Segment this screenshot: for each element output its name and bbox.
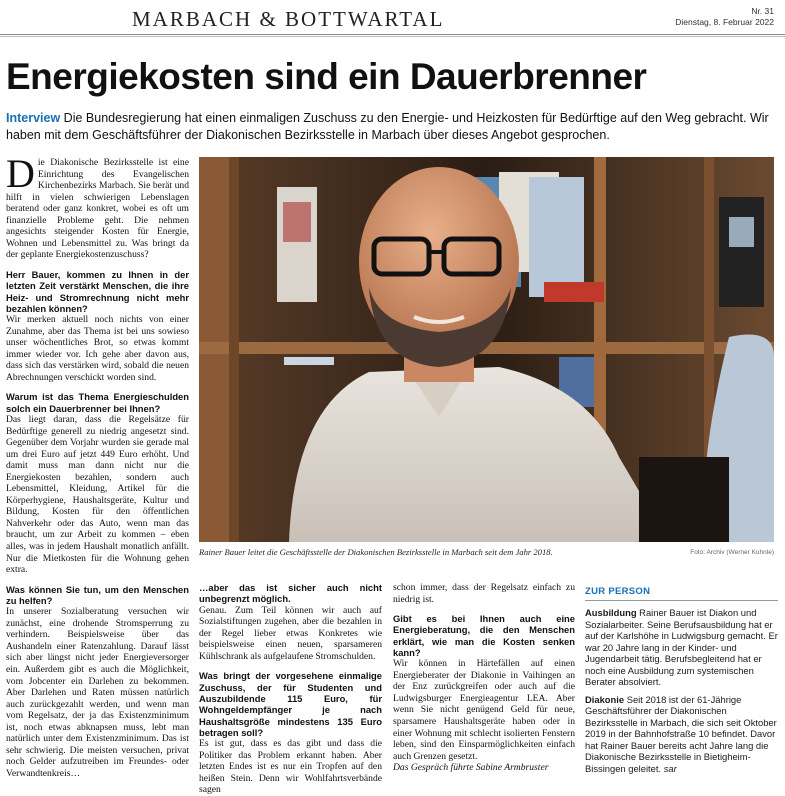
profile-box-title: ZUR PERSON xyxy=(585,586,778,601)
profile-item: Ausbildung Rainer Bauer ist Diakon und Sozialarbeiter. Seine Berufsausbildung hat er auf der Karlshöhe in Ludwigsburg gemacht. Er war 20 Jahre lang in der Kinder- und Jugendarbeit tätig. Berufsbegleitend hat er noch eine Ausbildung zum systemischen Berater absolviert. xyxy=(585,607,778,687)
portrait-image xyxy=(199,157,774,542)
answer: Wir können in Härtefällen auf einen Energieberater der Diakonie in Vaihingen an der Enz zurückgreifen oder auch auf die Ludwigsburger Energieagentur LEA. Aber wenn Sie nicht genügend Geld für neue, sparsamere Haushaltsgeräte haben oder in einer Wohnung mit schlecht isolierten Fenstern leben, sind den Einsparmöglichkeiten einfach auch Grenzen gesetzt. xyxy=(393,658,575,762)
answer: In unserer Sozialberatung versuchen wir zunächst, eine drohende Stromsperrung zu verhindern. Beispielsweise über das Aushandeln einer Ratenzahlung. Darauf lässt sich aber längst nicht jeder Energieversorger ein. Außerdem gibt es auch die Möglichkeit, vom Jobcenter ein Darlehen zu bekommen. Aber Darlehen und Raten müssen natürlich auch zurückgezahlt werden, und wenn man vom Regelsatz, der ja das Existenzminimum ist, noch etwas abknapsen muss, lebt man natürlich unter dem Existenzminimum. Das ist sehr schwierig. Die meisten versuchen, privat noch Gelder aufzutreiben im Freundes- oder Verwandtenkreis… xyxy=(6,606,189,779)
photo-credit: Foto: Archiv (Werner Kuhnle) xyxy=(690,549,774,556)
answer-continued: schon immer, dass der Regelsatz einfach zu niedrig ist. xyxy=(393,582,575,605)
profile-label: Ausbildung xyxy=(585,607,637,618)
question: Was bringt der vorgesehene einmalige Zuschuss, der für Studenten und Auszubildende 115 Euro, für Wohngeldempfänger je nach Haushaltsgröße mindestens 135 Euro betragen soll? xyxy=(199,670,382,738)
question: Gibt es bei Ihnen auch eine Energieberatung, die den Menschen erklärt, wie man die Kosten senken kann? xyxy=(393,613,575,658)
lead-text: Die Bundesregierung hat einen einmaligen Zuschuss zu den Energie- und Heizkosten für Bedürftige auf den Weg gebracht. Wir haben mit dem Geschäftsführer der Diakonischen Bezirksstelle in Marbach über dieses Angebot gesprochen. xyxy=(6,111,769,142)
profile-label: Diakonie xyxy=(585,693,625,705)
article-column-2 xyxy=(199,582,382,796)
question: Herr Bauer, kommen zu Ihnen in der letzten Zeit verstärkt Menschen, die ihre Heiz- und Stromrechnung nicht mehr bezahlen können? xyxy=(6,268,189,314)
question: …aber das ist sicher auch nicht unbegrenzt möglich. xyxy=(199,582,382,605)
masthead-rule-thin xyxy=(0,36,785,37)
headline: Energiekosten sind ein Dauerbrenner xyxy=(6,56,647,97)
profile-box xyxy=(585,586,778,774)
drop-cap: D xyxy=(6,151,35,196)
author-tag: sar xyxy=(663,762,677,774)
issue-date: Dienstag, 8. Februar 2022 xyxy=(675,17,774,27)
article-lead xyxy=(6,110,776,144)
answer: Genau. Zum Teil können wir auch auf Sozialstiftungen zugehen, aber die bezahlen in der Regel lieber etwas Konkretes wie beispielsweise einen neuen, sparsameren Kühlschrank als aufgelaufene Stromschulden. xyxy=(199,604,382,662)
masthead-rule xyxy=(0,34,785,35)
article-column-1 xyxy=(6,151,189,779)
answer: Wir merken aktuell noch nichts von einer Zunahme, aber das Thema ist bei uns sowieso unser wöchentliches Brot, so etwas kommt immer wieder vor. Ich gehe aber davon aus, dass sich das verstärken wird, sobald die neuen Abrechnungen verschickt worden sind. xyxy=(6,314,189,383)
profile-item: Diakonie Seit 2018 ist der 61-Jährige Geschäftsführer der Diakonischen Bezirksstelle in Marbach, die sich seit Oktober 2019 in der Bahnhofstraße 10 befindet. Davor hat Rainer Bauer bereits acht Jahre lang die Diakonische Bezirksstelle in Bietigheim-Bissingen geleitet. sar xyxy=(585,693,777,774)
answer: Das liegt daran, dass die Regelsätze für Bedürftige generell zu niedrig angesetzt sind. Gegenüber dem Vorjahr wurden sie gerade mal um drei Euro auf jetzt 449 Euro erhöht. Und damit muss man dann nicht nur die Energiekosten bezahlen, sondern auch Lebensmittel, Kleidung, Artikel für die Körperhygiene, Haushaltsgeräte, Kultur und Bildung, Kosten für den öffentlichen Nahverkehr oder das Auto, wenn man das braucht, um zur Arbeit zu kommen – eben alles, was in jedem Haushalt monatlich anfällt. Nur die Mietkosten für die Wohnung gehen extra. xyxy=(6,413,189,576)
intro-paragraph: Die Diakonische Bezirksstelle ist eine Einrichtung des Evangelischen Kirchenbezirks Marbach. Sie berät und hilft in vielen schwierigen Lebenslagen beratend oder ganz konkret, wobei es oft um finanzielle Probleme geht. Die nehmen angesichts steigender Kosten für Energie, Wohnen und Lebensmittel zu. Was bringt da der geplante Energiekostenzuschuss? xyxy=(6,151,189,261)
question: Warum ist das Thema Energieschulden solch ein Dauerbrenner bei Ihnen? xyxy=(6,391,189,414)
masthead xyxy=(0,0,785,38)
interview-signature: Das Gespräch führte Sabine Armbruster xyxy=(393,762,549,774)
answer: Es ist gut, dass es das gibt und dass die Politiker das Problem erkannt haben. Aber letzten Endes ist es nur ein Tropfen auf den heißen Stein. Denn wir Wohlfahrtsverbände sagen xyxy=(199,738,382,796)
photo-caption: Rainer Bauer leitet die Geschäftsstelle der Diakonischen Bezirksstelle in Marbach seit dem Jahr 2018. xyxy=(199,547,553,557)
portrait-photo xyxy=(199,157,774,542)
question: Was können Sie tun, um den Menschen zu helfen? xyxy=(6,583,189,606)
article-column-3 xyxy=(393,582,575,774)
issue-info xyxy=(675,6,774,28)
issue-number: Nr. 31 xyxy=(751,6,774,16)
kicker: Interview xyxy=(6,111,61,125)
newspaper-name: MARBACH & BOTTWARTAL xyxy=(132,7,445,31)
